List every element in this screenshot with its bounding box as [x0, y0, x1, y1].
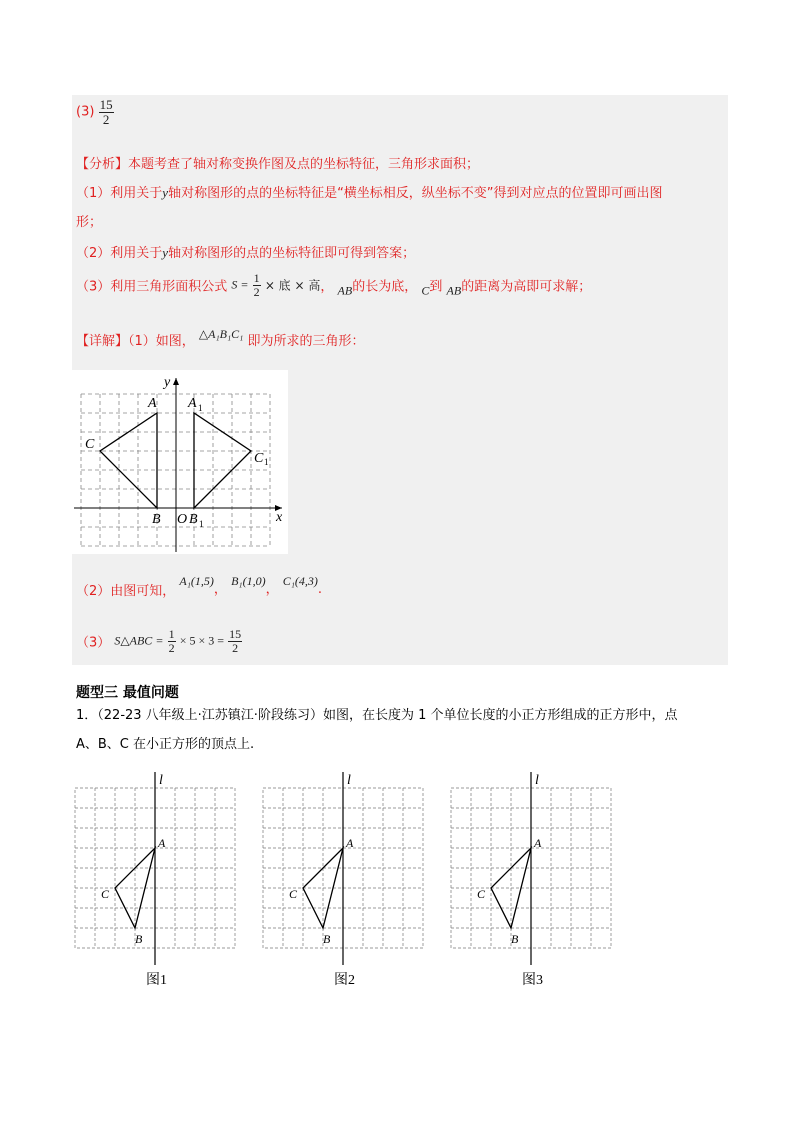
- area-result-fraction: [228, 628, 242, 654]
- label-c1: C: [254, 451, 264, 466]
- detail-line: [76, 327, 365, 349]
- detail-text-a: 【详解】（1）如图，: [76, 334, 195, 349]
- area-den: 2: [168, 640, 175, 655]
- item3-ab2: AB: [446, 283, 462, 298]
- part3-den: 2: [102, 111, 110, 127]
- label-b: B: [152, 512, 161, 527]
- area-rden: 2: [232, 640, 239, 655]
- coord-b1: B₁(1,0): [231, 574, 266, 588]
- label-a1: A: [188, 396, 197, 411]
- grid-2-label-c: C: [289, 887, 298, 901]
- item3-text-e: 的距离为高即可求解；: [461, 279, 592, 295]
- part3-num: 15: [99, 97, 113, 112]
- coord-c1: C₁(4,3): [282, 574, 318, 588]
- label-c1-sub: 1: [264, 457, 269, 467]
- grid-1-label-l: l: [159, 773, 163, 788]
- part3-fraction: [99, 98, 114, 126]
- item3-cvar: C: [421, 283, 430, 298]
- detail-triangle: △A₁B₁C₁: [198, 327, 244, 341]
- grid-3-label-a: A: [534, 836, 542, 850]
- grid-3-label-c: C: [477, 887, 486, 901]
- area-line: [76, 628, 242, 654]
- item1-var: y: [162, 185, 169, 200]
- item3-comma: ，: [320, 279, 334, 295]
- label-o: O: [177, 512, 188, 527]
- area-num: 1: [168, 627, 175, 641]
- item3-text-d: 到: [429, 279, 443, 295]
- area-mid: × 5 × 3 =: [179, 633, 225, 648]
- grid-2-label-a: A: [346, 836, 354, 850]
- grid-1-label-b: B: [135, 932, 143, 946]
- item2-var: y: [162, 245, 169, 260]
- coordinate-figure: [72, 370, 288, 554]
- part3-answer: [76, 98, 114, 126]
- item3-ab1: AB: [337, 283, 353, 298]
- analysis-item1-cont: 形；: [76, 215, 103, 230]
- part3-label: (3): [76, 104, 95, 120]
- analysis-item2: [76, 242, 415, 261]
- detail-text-b: 即为所求的三角形：: [247, 334, 365, 349]
- analysis-item3: [76, 272, 591, 299]
- item3-text-c: 的长为底，: [352, 279, 418, 295]
- coord-a1: A₁(1,5): [179, 574, 214, 588]
- grid-1-label-a: A: [158, 836, 166, 850]
- label-b1-sub: 1: [199, 519, 204, 529]
- grid-figure-3: [446, 770, 626, 990]
- coords-line: [76, 574, 323, 599]
- item2-text-a: （2）利用关于: [76, 246, 163, 261]
- coords-comma-2: ，: [265, 582, 279, 597]
- label-x: x: [276, 510, 283, 525]
- question-1-line-1: 1．（22-23 八年级上·江苏镇江·阶段练习）如图，在长度为 1 个单位长度的小正方形组成的正方形中，点: [76, 708, 678, 723]
- coords-period: .: [317, 582, 323, 597]
- label-a1-sub: 1: [198, 403, 203, 413]
- area-rnum: 15: [229, 627, 242, 641]
- section-heading: 题型三 最值问题: [76, 685, 179, 701]
- grid-2-label-l: l: [347, 773, 351, 788]
- question-1-line-2: A、B、C 在小正方形的顶点上.: [76, 737, 255, 752]
- grid-2-caption: 图2: [334, 973, 355, 988]
- area-lhs: S△ABC =: [114, 633, 164, 648]
- item1-text-a: （1）利用关于: [76, 186, 163, 201]
- grid-3-label-b: B: [511, 932, 519, 946]
- grid-figure-1: [70, 770, 250, 990]
- label-y: y: [164, 375, 171, 390]
- area-fraction: [168, 628, 176, 654]
- label-a: A: [148, 396, 157, 411]
- item3-frac-den: 2: [253, 284, 260, 299]
- item3-fraction: [253, 272, 261, 298]
- grid-3-label-l: l: [535, 773, 539, 788]
- coords-text: （2）由图可知，: [76, 584, 176, 599]
- item2-text-b: 轴对称图形的点的坐标特征即可得到答案；: [168, 246, 416, 261]
- item3-text-a: （3）利用三角形面积公式: [76, 279, 228, 295]
- label-b1: B: [189, 512, 198, 527]
- grid-1-caption: 图1: [146, 973, 167, 988]
- analysis-line: 【分析】本题考查了轴对称变换作图及点的坐标特征，三角形求面积；: [76, 157, 480, 172]
- grid-2-label-b: B: [323, 932, 331, 946]
- grid-1-label-c: C: [101, 887, 110, 901]
- analysis-item1: [76, 182, 663, 201]
- item3-frac-num: 1: [253, 271, 260, 285]
- area-label: （3）: [76, 635, 111, 651]
- label-c: C: [85, 437, 95, 452]
- grid-3-caption: 图3: [522, 973, 543, 988]
- item3-formula-rhs: × 底 × 高: [264, 278, 321, 293]
- item3-formula-lhs: S =: [231, 277, 249, 292]
- coords-comma-1: ，: [213, 582, 227, 597]
- item1-text-b: 轴对称图形的点的坐标特征是“横坐标相反，纵坐标不变”得到对应点的位置即可画出图: [168, 186, 663, 201]
- grid-figure-2: [258, 770, 438, 990]
